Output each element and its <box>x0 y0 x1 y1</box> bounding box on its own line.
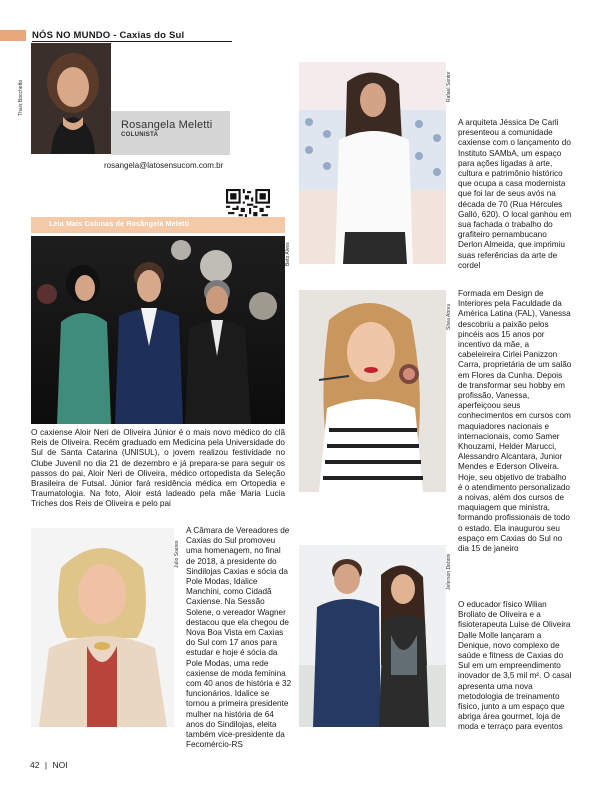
photo-idalice <box>31 528 174 727</box>
columnist-namebox <box>111 111 230 155</box>
columnist-photo <box>31 43 111 154</box>
section-name: NÓS NO MUNDO <box>32 30 111 41</box>
read-more-link[interactable]: Leia Mais Colunas de Rosângela Meletti <box>49 221 190 228</box>
story-idalice-text: A Câmara de Vereadores de Caxias do Sul promoveu uma homenagem, no final de 2018, à presidente do Sindilojas Caxias e sócia da Pole Modas, Idalice Manchini, como Cidadã Caxiense. Na Sessão Solene, o vereador Wagner destacou que ela chegou de Nova Boa Vista em Caxias do Sul com 17 anos para estudar e hoje é sócia da Pole Modas, uma rede caxiense de moda feminina com 40 anos de história e 32 funcionários. Idalice se tornou a primeira presidente mulher na história de 64 anos do Sindilojas, eleita também vice-presidente da Fecomércio-RS <box>186 526 292 750</box>
story-aloir-text: O caxiense Aloir Neri de Oliveira Júnior é o mais novo médico do clã Reis de Oliveira. Recém graduado em Medicina pela Universidade do Sul de Santa Catarina (UNISUL), o jovem realizou festividade no Clube Juvenil no dia 21 de dezembro e já prepara-se para seguir os passos do pai, Aloir Neri de Oliveira, médico ortopedista da Seleção Brasileira de Futsal. Júnior fará residência médica em Ortopedia e Traumatologia. Na foto, Aloir está ladeado pela mãe Maria Lucia Triches dos Reis de Oliveira e pelo pai <box>31 428 285 509</box>
photo-credit-idalice: Julio Soares <box>174 540 180 568</box>
columnist-email[interactable]: rosangela@latosensucom.com.br <box>104 161 224 170</box>
magazine-name: NOI <box>52 760 68 770</box>
photo-family-graduation <box>31 236 285 424</box>
columnist-role: COLUNISTA <box>121 132 159 138</box>
header-rule <box>32 41 232 42</box>
photo-credit-makeup: Silvia Abreu <box>446 303 452 330</box>
columnist-photo-credit: Thaís Bocchetto <box>18 79 24 116</box>
page-number: 42 <box>30 760 40 770</box>
story-jessica-text: A arquiteta Jéssica De Carli presenteou a comunidade caxiense com o lançamento do Instituto SAMbA, um espaço para ações ligadas à arte, cultura e patrimônio histórico que ocupa a casa modernista que foi lar de seus avós na década de 70 (Rua Hércules Galló, 620). O local ganhou em sua fachada o trabalho do grafiteiro pernambucano Derlon Almeida, que imprimiu suas referências da arte de cordel <box>458 118 572 270</box>
columnist-name: Rosangela Meletti <box>121 119 213 131</box>
page-footer <box>30 760 68 770</box>
photo-credit-couple: Jeferson Deboni <box>446 553 452 590</box>
photo-credit-architect: Rafael Santor <box>446 71 452 102</box>
section-title <box>32 30 184 41</box>
photo-credit-family: Beto Alves <box>285 242 291 266</box>
story-wilian-text: O educador físico Wilian Broliato de Oliveira e a fisioterapeuta Luise de Oliveira Dalle Molle lançaram a Denique, novo complexo de saúde e fitness de Caxias do Sul em um empreendimento inovador de 3,5 mil m². O casal apresenta uma nova metodologia de treinamento físico, junto a um espaço que abriga área gourmet, loja de moda e terraço para eventos <box>458 600 572 732</box>
story-vanessa-text: Formada em Design de Interiores pela Faculdade da América Latina (FAL), Vanessa descobriu a paixão pelos pincéis aos 15 anos por incentivo da mãe, a cabeleireira Cirlei Panizzon Carra, proprietária de um salão em Flores da Cunha. Depois de transformar seu hobby em profissão, Vanessa, aperfeiçoou seus conhecimentos em cursos com maquiadores nacionais e internacionais, como Samer Khouzami, Helder Marucci, Alessandro Alcantara, Junior Mendes e Ederson Oliveira. Hoje, seu objetivo de trabalho é o atendimento personalizado a noivas, além dos cursos de maquiagem que ministra, formando profissionais de todo o estado. Ela inaugurou seu espaço em Caxias do Sul no dia 15 de janeiro <box>458 289 572 554</box>
photo-makeup-artist <box>299 290 446 492</box>
photo-couple-fitness <box>299 545 446 727</box>
photo-architect <box>299 62 446 264</box>
section-subname: - Caxias do Sul <box>110 30 185 41</box>
footer-separator: | <box>44 760 48 770</box>
section-tab-marker <box>0 30 26 41</box>
